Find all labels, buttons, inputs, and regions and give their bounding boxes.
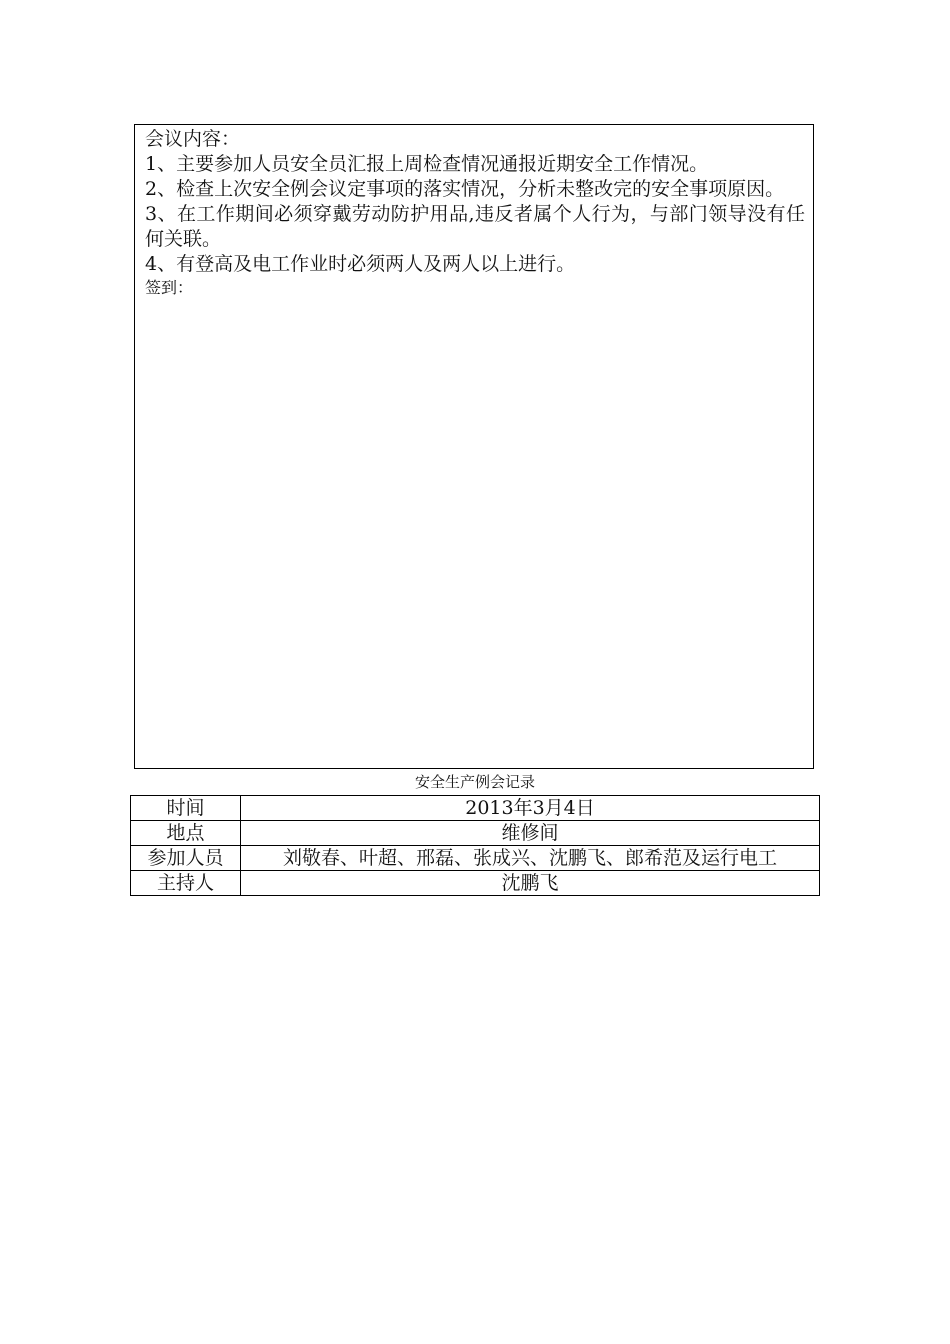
location-label: 地点 [131, 821, 241, 846]
table-row [131, 821, 820, 846]
table-row [131, 796, 820, 821]
location-value: 维修间 [241, 821, 820, 846]
meeting-content-box [134, 124, 814, 769]
host-value: 沈鹏飞 [241, 871, 820, 896]
meeting-item-4: 4、有登高及电工作业时必须两人及两人以上进行。 [145, 253, 576, 275]
signin-label: 签到： [145, 278, 194, 297]
time-value: 2013年3月4日 [241, 796, 820, 821]
meeting-item-2: 2、检查上次安全例会议定事项的落实情况，分析未整改完的安全事项原因。 [145, 178, 785, 200]
table-row [131, 871, 820, 896]
table-row [131, 846, 820, 871]
meeting-item-1: 1、主要参加人员安全员汇报上周检查情况通报近期安全工作情况。 [145, 153, 709, 175]
meeting-item-3: 3、在工作期间必须穿戴劳动防护用品,违反者属个人行为，与部门领导没有任何关联。 [145, 203, 805, 250]
meeting-content-heading: 会议内容： [145, 128, 241, 150]
attendees-value: 刘敬春、叶超、邢磊、张成兴、沈鹏飞、郎希范及运行电工 [241, 846, 820, 871]
attendees-label: 参加人员 [131, 846, 241, 871]
meeting-info-table [130, 795, 820, 896]
time-label: 时间 [131, 796, 241, 821]
record-caption: 安全生产例会记录 [414, 773, 535, 791]
host-label: 主持人 [131, 871, 241, 896]
